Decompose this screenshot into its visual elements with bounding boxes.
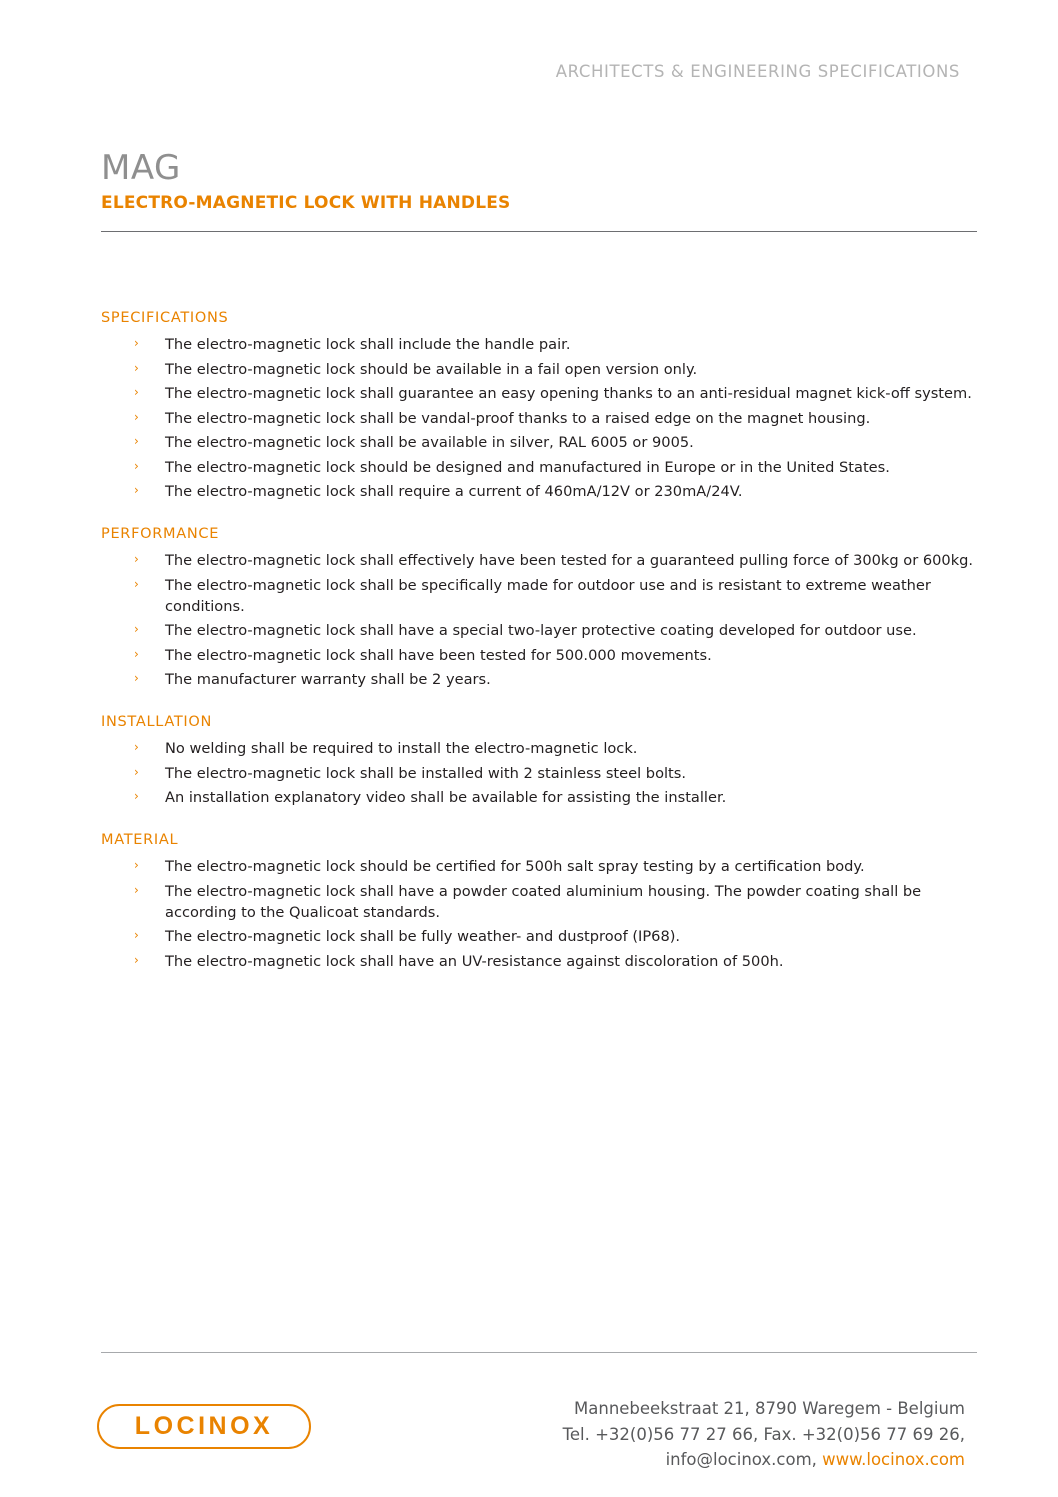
list-item [101,763,991,784]
list-item-text: The electro-magnetic lock shall require a current of 460mA/12V or 230mA/24V. [165,483,743,500]
list-item [101,432,991,453]
locinox-logo [97,1404,311,1449]
title-block [101,150,977,232]
list-item [101,359,991,380]
list-item-text: The electro-magnetic lock should be available in a fail open version only. [165,360,698,378]
chevron-right-icon: › [134,336,139,350]
chevron-right-icon: › [134,360,139,375]
list-item [101,645,991,666]
chevron-right-icon: › [134,434,139,448]
page-subtitle: ELECTRO-MAGNETIC LOCK WITH HANDLES [101,193,511,214]
list-item-text: The electro-magnetic lock shall be fully weather- and dustproof (IP68). [165,928,681,945]
chevron-right-icon: › [134,789,139,803]
list-item-text: The electro-magnetic lock shall be specifically made for outdoor use and is resistant to extreme weather conditions. [165,576,931,615]
list-item-text: The electro-magnetic lock should be designed and manufactured in Europe or in the United States. [165,458,890,476]
list-item [101,334,991,355]
section-material [101,832,991,972]
list-item-text: The manufacturer warranty shall be 2 years. [165,671,491,688]
chevron-right-icon: › [134,646,139,661]
bullet-list [101,738,991,808]
chevron-right-icon: › [134,858,139,872]
list-item-text: No welding shall be required to install the electro-magnetic lock. [165,740,638,757]
list-item-text: The electro-magnetic lock shall guarantee an easy opening thanks to an anti-residual magnet kick-off system. [165,385,972,402]
list-item [101,951,991,972]
section-heading: MATERIAL [101,832,179,848]
list-item [101,926,991,947]
chevron-right-icon: › [134,409,139,424]
list-item [101,738,991,759]
list-item [101,881,991,923]
list-item [101,620,991,641]
chevron-right-icon: › [134,458,139,473]
footer-contact-info [563,1396,965,1473]
chevron-right-icon: › [134,622,139,636]
list-item [101,575,991,617]
chevron-right-icon: › [134,928,139,942]
section-heading: SPECIFICATIONS [101,310,229,326]
footer-address-line: Mannebeekstraat 21, 8790 Waregem - Belgium [574,1399,965,1418]
chevron-right-icon: › [134,385,139,399]
bullet-list [101,334,991,502]
section-performance [101,526,991,690]
chevron-right-icon: › [134,882,139,897]
list-item-text: The electro-magnetic lock shall be available in silver, RAL 6005 or 9005. [165,434,694,451]
list-item-text: The electro-magnetic lock shall effectively have been tested for a guaranteed pulling force of 300kg or 600kg. [165,552,974,569]
list-item-text: The electro-magnetic lock shall have been tested for 500.000 movements. [165,646,712,664]
list-item [101,787,991,808]
content-area [101,310,991,988]
footer-phone-line: Tel. +32(0)56 77 27 66, Fax. +32(0)56 77 69 26, [562,1424,965,1444]
chevron-right-icon: › [134,576,139,591]
list-item [101,856,991,877]
footer-divider [101,1352,977,1353]
document-eyebrow-heading: ARCHITECTS & ENGINEERING SPECIFICATIONS [555,62,960,81]
chevron-right-icon: › [134,483,139,497]
chevron-right-icon: › [134,552,139,566]
chevron-right-icon: › [134,740,139,754]
title-divider [101,231,977,232]
list-item [101,550,991,571]
page-title: MAG [101,148,181,188]
list-item [101,669,991,690]
list-item-text: The electro-magnetic lock should be certified for 500h salt spray testing by a certification body. [165,858,865,875]
footer-email-text: info@locinox.com, [665,1450,823,1470]
list-item-text: The electro-magnetic lock shall be vandal-proof thanks to a raised edge on the magnet housing. [165,409,871,427]
footer-website-link[interactable]: www.locinox.com [822,1450,965,1470]
bullet-list [101,550,991,690]
list-item-text: The electro-magnetic lock shall be installed with 2 stainless steel bolts. [165,764,687,782]
section-specifications [101,310,991,502]
chevron-right-icon: › [134,671,139,685]
list-item-text: The electro-magnetic lock shall include the handle pair. [165,336,571,353]
bullet-list [101,856,991,972]
list-item [101,481,991,502]
list-item [101,383,991,404]
list-item-text: An installation explanatory video shall be available for assisting the installer. [165,789,727,806]
section-heading: PERFORMANCE [101,526,220,542]
list-item [101,408,991,429]
footer-email-line [563,1447,965,1473]
list-item-text: The electro-magnetic lock shall have a special two-layer protective coating developed for outdoor use. [165,622,917,639]
chevron-right-icon: › [134,952,139,967]
logo-text: LOCINOX [134,1412,274,1440]
list-item [101,457,991,478]
section-heading: INSTALLATION [101,714,213,730]
chevron-right-icon: › [134,764,139,779]
list-item-text: The electro-magnetic lock shall have a powder coated aluminium housing. The powder coating shall be according to the Qualicoat standards. [165,882,922,921]
list-item-text: The electro-magnetic lock shall have an UV-resistance against discoloration of 500h. [165,952,784,970]
section-installation [101,714,991,808]
